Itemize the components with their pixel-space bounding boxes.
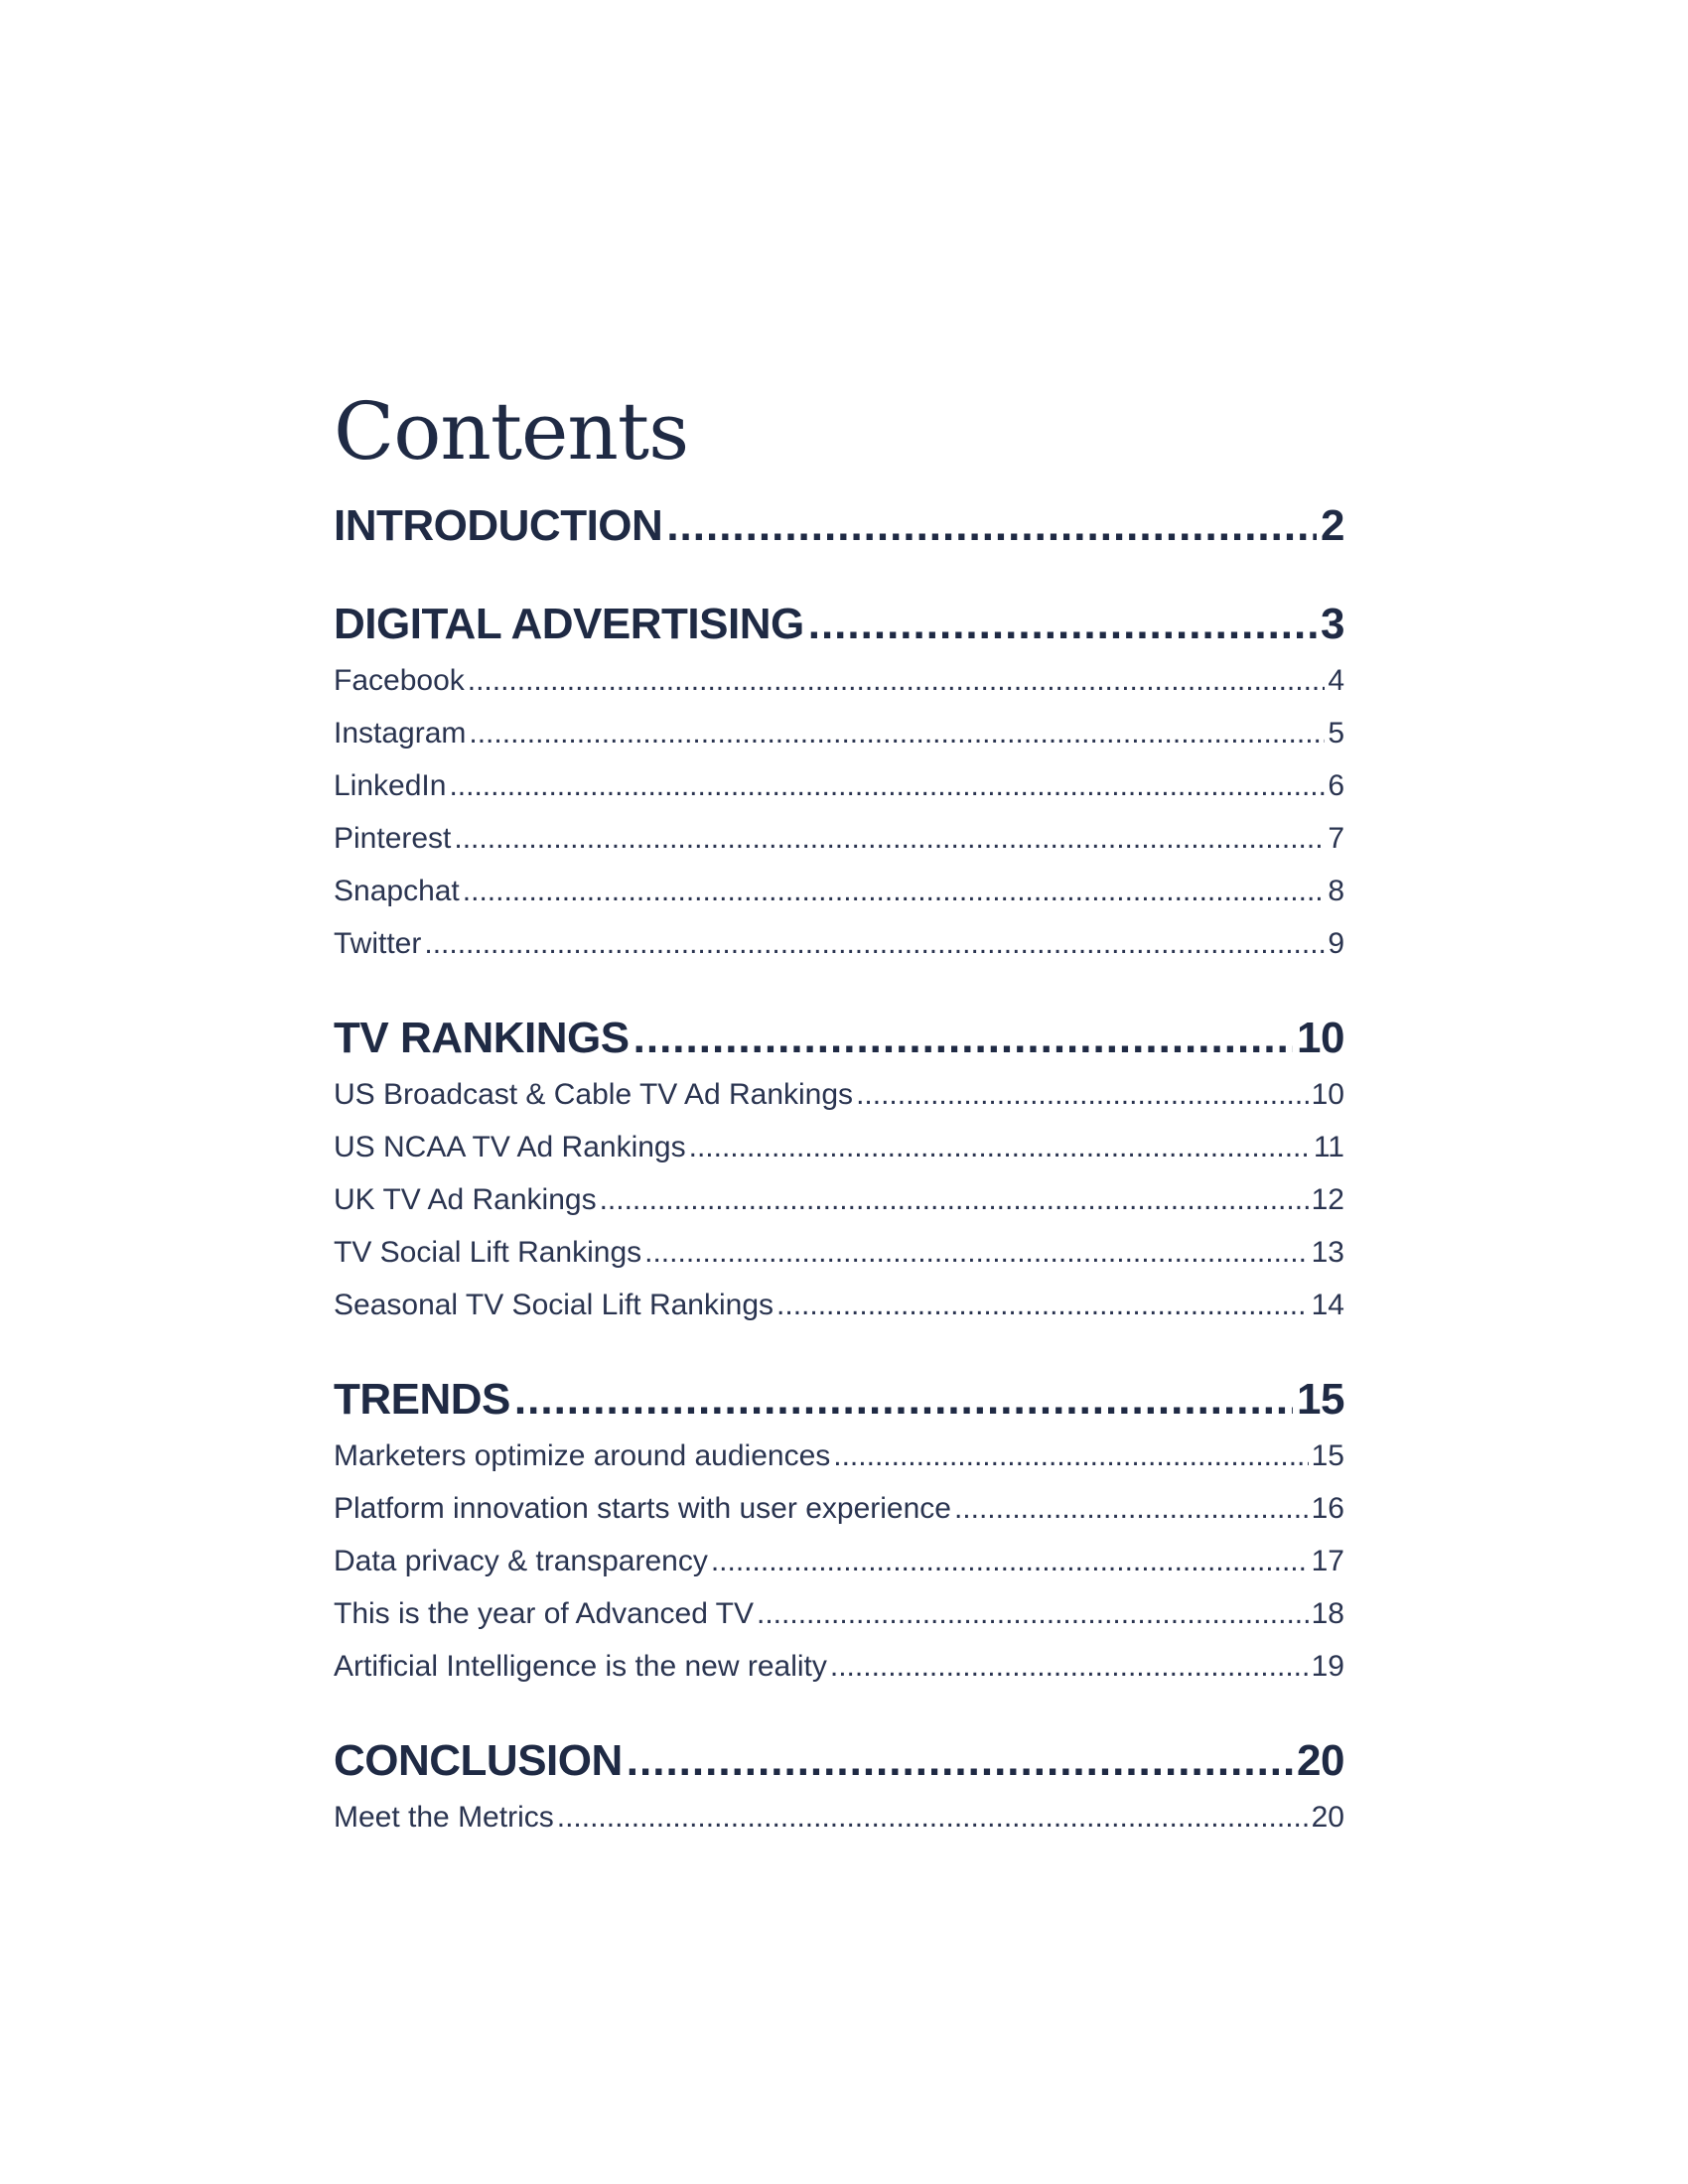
toc-item-label: Artificial Intelligence is the new reality [334,1650,827,1683]
toc-item-tv-social-lift[interactable] [334,1226,1344,1279]
table-of-contents [334,496,1344,1843]
toc-page-number: 18 [1311,1597,1344,1630]
dot-leader [557,1791,1309,1843]
dot-leader [468,654,1326,707]
toc-item-snapchat[interactable] [334,865,1344,917]
dot-leader [711,1535,1309,1587]
toc-item-artificial-intelligence[interactable] [334,1640,1344,1693]
toc-page-number: 12 [1311,1183,1344,1216]
dot-leader [627,1731,1293,1791]
toc-heading-conclusion[interactable] [334,1731,1344,1791]
toc-page-number: 13 [1311,1236,1344,1269]
toc-page-number: 19 [1311,1650,1344,1683]
toc-page-number: 11 [1313,1131,1344,1163]
toc-item-label: Pinterest [334,822,452,855]
toc-heading-label: TRENDS [334,1375,510,1424]
toc-item-linkedin[interactable] [334,759,1344,812]
toc-heading-label: CONCLUSION [334,1736,623,1785]
dot-leader [633,1009,1293,1068]
toc-item-platform-innovation[interactable] [334,1482,1344,1535]
dot-leader [424,917,1325,970]
toc-heading-trends[interactable] [334,1370,1344,1430]
dot-leader [463,865,1326,917]
toc-item-label: Meet the Metrics [334,1801,554,1834]
toc-item-label: TV Social Lift Rankings [334,1236,642,1269]
toc-item-meet-the-metrics[interactable] [334,1791,1344,1843]
toc-item-facebook[interactable] [334,654,1344,707]
toc-page-number: 9 [1328,927,1344,960]
toc-item-label: Seasonal TV Social Lift Rankings [334,1289,774,1321]
toc-page-number: 10 [1297,1014,1344,1062]
dot-leader [954,1482,1309,1535]
toc-heading-label: TV RANKINGS [334,1014,630,1062]
toc-item-data-privacy[interactable] [334,1535,1344,1587]
dot-leader [454,812,1325,865]
toc-page-number: 2 [1321,501,1344,550]
toc-item-label: Platform innovation starts with user experience [334,1492,951,1525]
toc-page-number: 4 [1328,664,1344,697]
dot-leader [514,1370,1293,1430]
toc-page-number: 6 [1328,769,1344,802]
toc-section-trends [334,1370,1344,1693]
toc-section-introduction [334,496,1344,556]
dot-leader [449,759,1325,812]
toc-item-pinterest[interactable] [334,812,1344,865]
dot-leader [666,496,1317,556]
toc-section-conclusion [334,1731,1344,1843]
dot-leader [600,1173,1309,1226]
dot-leader [833,1430,1308,1482]
page-title: Contents [334,385,689,478]
toc-page-number: 15 [1311,1439,1344,1472]
toc-page-number: 10 [1311,1078,1344,1111]
toc-page-number: 16 [1311,1492,1344,1525]
toc-page-number: 20 [1297,1736,1344,1785]
dot-leader [830,1640,1309,1693]
toc-page-number: 17 [1311,1545,1344,1577]
toc-item-label: This is the year of Advanced TV [334,1597,755,1630]
toc-page-number: 20 [1311,1801,1344,1834]
dot-leader [689,1121,1311,1173]
toc-item-label: UK TV Ad Rankings [334,1183,597,1216]
toc-item-advanced-tv[interactable] [334,1587,1344,1640]
toc-item-label: US NCAA TV Ad Rankings [334,1131,686,1163]
toc-item-label: LinkedIn [334,769,447,802]
toc-item-label: Snapchat [334,875,460,907]
dot-leader [776,1279,1309,1331]
toc-heading-label: INTRODUCTION [334,501,663,550]
toc-page-number: 15 [1297,1375,1344,1424]
dot-leader [469,707,1325,759]
toc-page-number: 3 [1321,600,1344,648]
dot-leader [644,1226,1308,1279]
dot-leader [808,595,1317,654]
toc-item-marketers-optimize[interactable] [334,1430,1344,1482]
toc-page-number: 5 [1328,717,1344,750]
toc-item-seasonal-tv-social-lift[interactable] [334,1279,1344,1331]
toc-item-us-broadcast-cable[interactable] [334,1068,1344,1121]
dot-leader [757,1587,1309,1640]
toc-item-label: US Broadcast & Cable TV Ad Rankings [334,1078,854,1111]
toc-item-uk-tv-ad[interactable] [334,1173,1344,1226]
toc-heading-label: DIGITAL ADVERTISING [334,600,804,648]
toc-heading-introduction[interactable] [334,496,1344,556]
toc-item-twitter[interactable] [334,917,1344,970]
toc-item-label: Facebook [334,664,465,697]
toc-item-instagram[interactable] [334,707,1344,759]
dot-leader [856,1068,1309,1121]
toc-heading-tv-rankings[interactable] [334,1009,1344,1068]
toc-page-number: 8 [1328,875,1344,907]
toc-page-number: 7 [1328,822,1344,855]
toc-heading-digital-advertising[interactable] [334,595,1344,654]
toc-item-label: Marketers optimize around audiences [334,1439,831,1472]
toc-item-us-ncaa[interactable] [334,1121,1344,1173]
toc-item-label: Data privacy & transparency [334,1545,708,1577]
toc-page-number: 14 [1311,1289,1344,1321]
toc-section-digital-advertising [334,595,1344,970]
toc-item-label: Instagram [334,717,467,750]
toc-section-tv-rankings [334,1009,1344,1331]
toc-item-label: Twitter [334,927,422,960]
